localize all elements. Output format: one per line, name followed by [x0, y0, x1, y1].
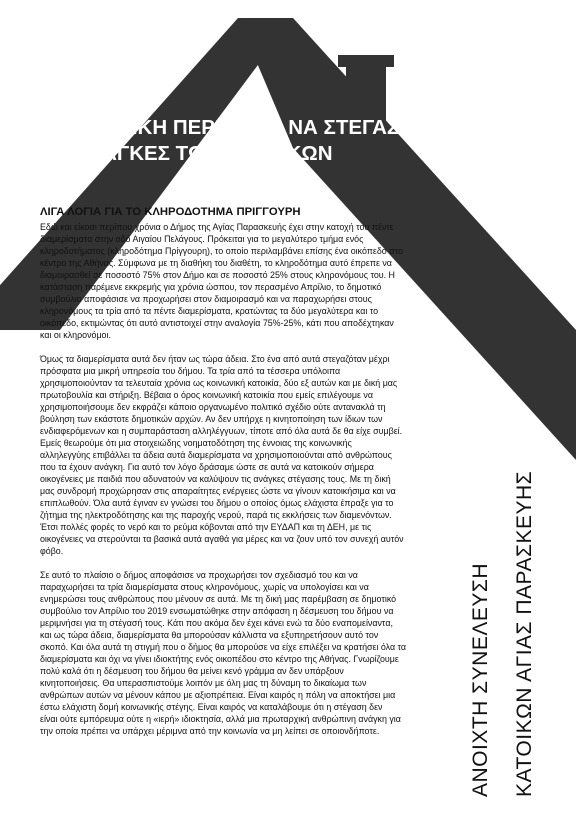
paragraph-line: την οποία πρέπει να υπάρχει μέριμνα από την κοινωνία να μη λείπει σε οποιονδήποτε. [40, 726, 380, 736]
paragraph-line: οικόπεδο, εκτιμώντας ότι αυτό αντιστοιχεί στην αναλογία 75%-25%, κάτι που αποδέχτηκαν [40, 318, 394, 328]
signature-line: ΚΑΤΟΙΚΩΝ ΑΓΙΑΣ ΠΑΡΑΣΚΕΥΗΣ [513, 470, 536, 797]
paragraph-line: συμβούλιο τον Απρίλιο του 2019 ενσωματώθηκε στην απόφαση η δέσμευση του δήμου να [40, 606, 394, 616]
paragraph-line: ζήτημα της ηλεκτροδότησης και της παροχής νερού, παρά τις εκκλήσεις των διαμενόντων. [40, 510, 392, 520]
paragraph-line: μας συνδρομή προχώρησαν στις απαραίτητες ενέργειες ώστε να γίνουν κατοικήσιμα και να [40, 486, 396, 496]
title-line: Η ΔΗΜΟΤΙΚΗ ΠΕΡΙΟΥΣΙΑ ΝΑ ΣΤΕΓΑΣΕΙ [37, 116, 419, 139]
paragraph-line: αλληλεγγύης επιβάλλει τα άδεια αυτά διαμερίσματα να χρησιμοποιούνται από ανθρώπους [40, 450, 392, 460]
section-subtitle: ΛΙΓΑ ΛΟΓΙΑ ΓΙΑ ΤΟ ΚΛΗΡΟΔΟΤΗΜΑ ΠΡΙΓΓΟΥΡΗ [40, 206, 301, 218]
paragraph-line: Εμείς θεωρούμε ότι μια στοιχειώδης νοηματοδότηση της έννοιας της κοινωνικής [40, 438, 352, 448]
paragraph-line: πρόσφατα μια μικρή υπηρεσία του δήμου. Τα τρία από τα τέσσερα υπόλοιπα [40, 366, 341, 376]
signature-block [469, 470, 569, 797]
paragraph-line: διαμερίσματα και όχι να γίνει ιδιοκτήτης ενός οικοπέδου στο κέντρο της Αθήνας. Γνωρίζουμε [40, 654, 399, 664]
paragraph-line: κέντρο της Αθήνας. Σύμφωνα με τη διαθήκη του διαθέτη, το κληροδότημα αυτό έπρεπε να [40, 258, 392, 268]
paragraph-line: φόβο. [40, 546, 64, 556]
signature-line: ΑΝΟΙΧΤΗ ΣΥΝΕΛΕΥΣΗ [469, 562, 492, 797]
article-paragraph [40, 569, 465, 737]
paragraph-line: που τα έχουν ανάγκη. Για αυτό τον λόγο δράσαμε ώστε σε αυτά να κατοικούν σήμερα [40, 462, 374, 472]
chimney-cap [338, 55, 394, 67]
paragraph-line: ενδιαφερόμενων και η συμπαράσταση αλληλέγγυων, τίποτε από όλα αυτά δε θα είχε συμβεί. [40, 426, 403, 436]
paragraph-line: και ως τώρα άδεια, διαμερίσματα θα μπορούσαν κάλλιστα να εξυπηρετήσουν αυτό τον [40, 630, 379, 640]
paragraph-line: οικογένειες να στερούνται τα βασικά αυτά αγαθά για μέρες και να ζουν υπό τον συνεχή αυτόν [40, 534, 404, 544]
paragraph-line: σκοπό. Και όλα αυτά τη στιγμή που ο δήμος θα μπορούσε να είχε επιλέξει να κρατήσει όλα τα [40, 642, 407, 652]
paragraph-line: ενημερώσει τους ανθρώπους που μένουν σε αυτά. Με τη δική μας παρέμβαση σε δημοτικό [40, 594, 397, 604]
paragraph-line: έστω ελάχιστη δομή κοινωνικής στέγης. Είναι καιρός να καταλάβουμε ότι η στέγαση δεν [40, 702, 383, 712]
paragraph-line: οικογένειες με παιδιά που αδυνατούν να καλύψουν τις ανάγκες στέγασης τους. Με τη δική [40, 474, 391, 484]
title-line: ΤΙΣ ΑΝΑΓΚΕΣ ΤΩΝ ΚΑΤΟΙΚΩΝ [37, 142, 333, 165]
paragraph-line: μεριμνήσει για τη στέγασή τους. Κάτι που ακόμα δεν έχει κάνει ενώ τα δύο εναπομείναντα, [40, 618, 393, 628]
paragraph-line: χρησιμοποιήσουμε δεν εκφράζει κάποιο οργανωμένο πολιτικό σχέδιο ούτε αντανακλά τη [40, 402, 386, 412]
paragraph-line: πρωτοβουλία και στήριξη. Βέβαια ο όρος κοινωνική κατοικία που εμείς επιλέγουμε να [40, 390, 373, 400]
article-paragraph [40, 221, 465, 341]
paragraph-line: κληρονόμους τα τρία από τα πέντε διαμερίσματα, κρατώντας τα δύο μεγαλύτερα και το [40, 306, 379, 316]
paragraph-line: κινητοποιήσεις. Θα υπερασπιστούμε λοιπόν με όλη μας τη δύναμη το δικαίωμα των [40, 678, 367, 688]
paragraph-line: διαμοιρασθεί σε ποσοστό 75% στον Δήμο και σε ποσοστό 25% στους κληρονόμους του. Η [40, 270, 395, 280]
paragraph-line: Σε αυτό το πλαίσιο ο δήμος αποφάσισε να προχωρήσει τον σχεδιασμό του και να [40, 570, 358, 580]
paragraph-line: και οι κληρονόμοι. [40, 330, 111, 340]
paragraph-line: ανθρώπων αυτών να μένουν κάπου με αξιοπρέπεια. Είναι καιρός η πόλη να αποκτήσει μια [40, 690, 396, 700]
paragraph-line: πολύ καλά ότι η δέσμευση του δήμου θα μείνει κενό γράμμα αν δεν υπάρξουν [40, 666, 344, 676]
paragraph-line: είναι ούτε εμπόρευμα ούτε η «ιερή» ιδιοκτησία, αλλά μια πρωταρχική ανθρώπινη ανάγκη για [40, 714, 401, 724]
paragraph-line: κληροδοτήματος (κληροδότημα Πρίγγουρη), το οποίο περιλαμβάνει επίσης ένα οικόπεδο στο [40, 246, 403, 256]
page-title [37, 115, 457, 167]
paragraph-line: επιπλωθούν. Όλα αυτά έγιναν εν γνώσει του δήμου ο οποίος όμως ελάχιστα έπραξε για το [40, 498, 394, 508]
paragraph-line: βούληση των εκάστοτε δημοτικών αρχών. Αν δεν υπήρχε η κινητοποίηση των ίδιων των [40, 414, 383, 424]
paragraph-line: χρησιμοποιούνταν τα τελευταία χρόνια ως κοινωνική κατοικία, δύο εξ αυτών και με δική μας [40, 378, 398, 388]
paragraph-line: Εδώ και είκοσι περίπου χρόνια ο Δήμος της Αγίας Παρασκευής έχει στην κατοχή του πέντε [40, 222, 394, 232]
paragraph-line: κατάσταση παρέμενε εκκρεμής για χρόνια ώσπου, τον περασμένο Απρίλιο, το δημοτικό [40, 282, 382, 292]
paragraph-line: συμβούλιο αποφάσισε να προχωρήσει στον διαμοιρασμό και να παραχωρήσει στους [40, 294, 372, 304]
article-paragraph [40, 353, 465, 557]
paragraph-line: παραχωρήσει τα τρία διαμερίσματα στους κληρονόμους, χωρίς να υπολογίσει και να [40, 582, 369, 592]
paragraph-line: Έτσι πολλές φορές το νερό και το ρεύμα κόβονται από την ΕΥΔΑΠ και τη ΔΕΗ, με τις [40, 522, 372, 532]
paragraph-line: διαμερίσματα στην οδό Αιγαίου Πελάγους. Πρόκειται για το μεγαλύτερο τμήμα ενός [40, 234, 364, 244]
article-body [40, 221, 465, 749]
paragraph-line: Όμως τα διαμερίσματα αυτά δεν ήταν ως τώρα άδεια. Στο ένα από αυτά στεγαζόταν μέχρι [40, 354, 390, 364]
